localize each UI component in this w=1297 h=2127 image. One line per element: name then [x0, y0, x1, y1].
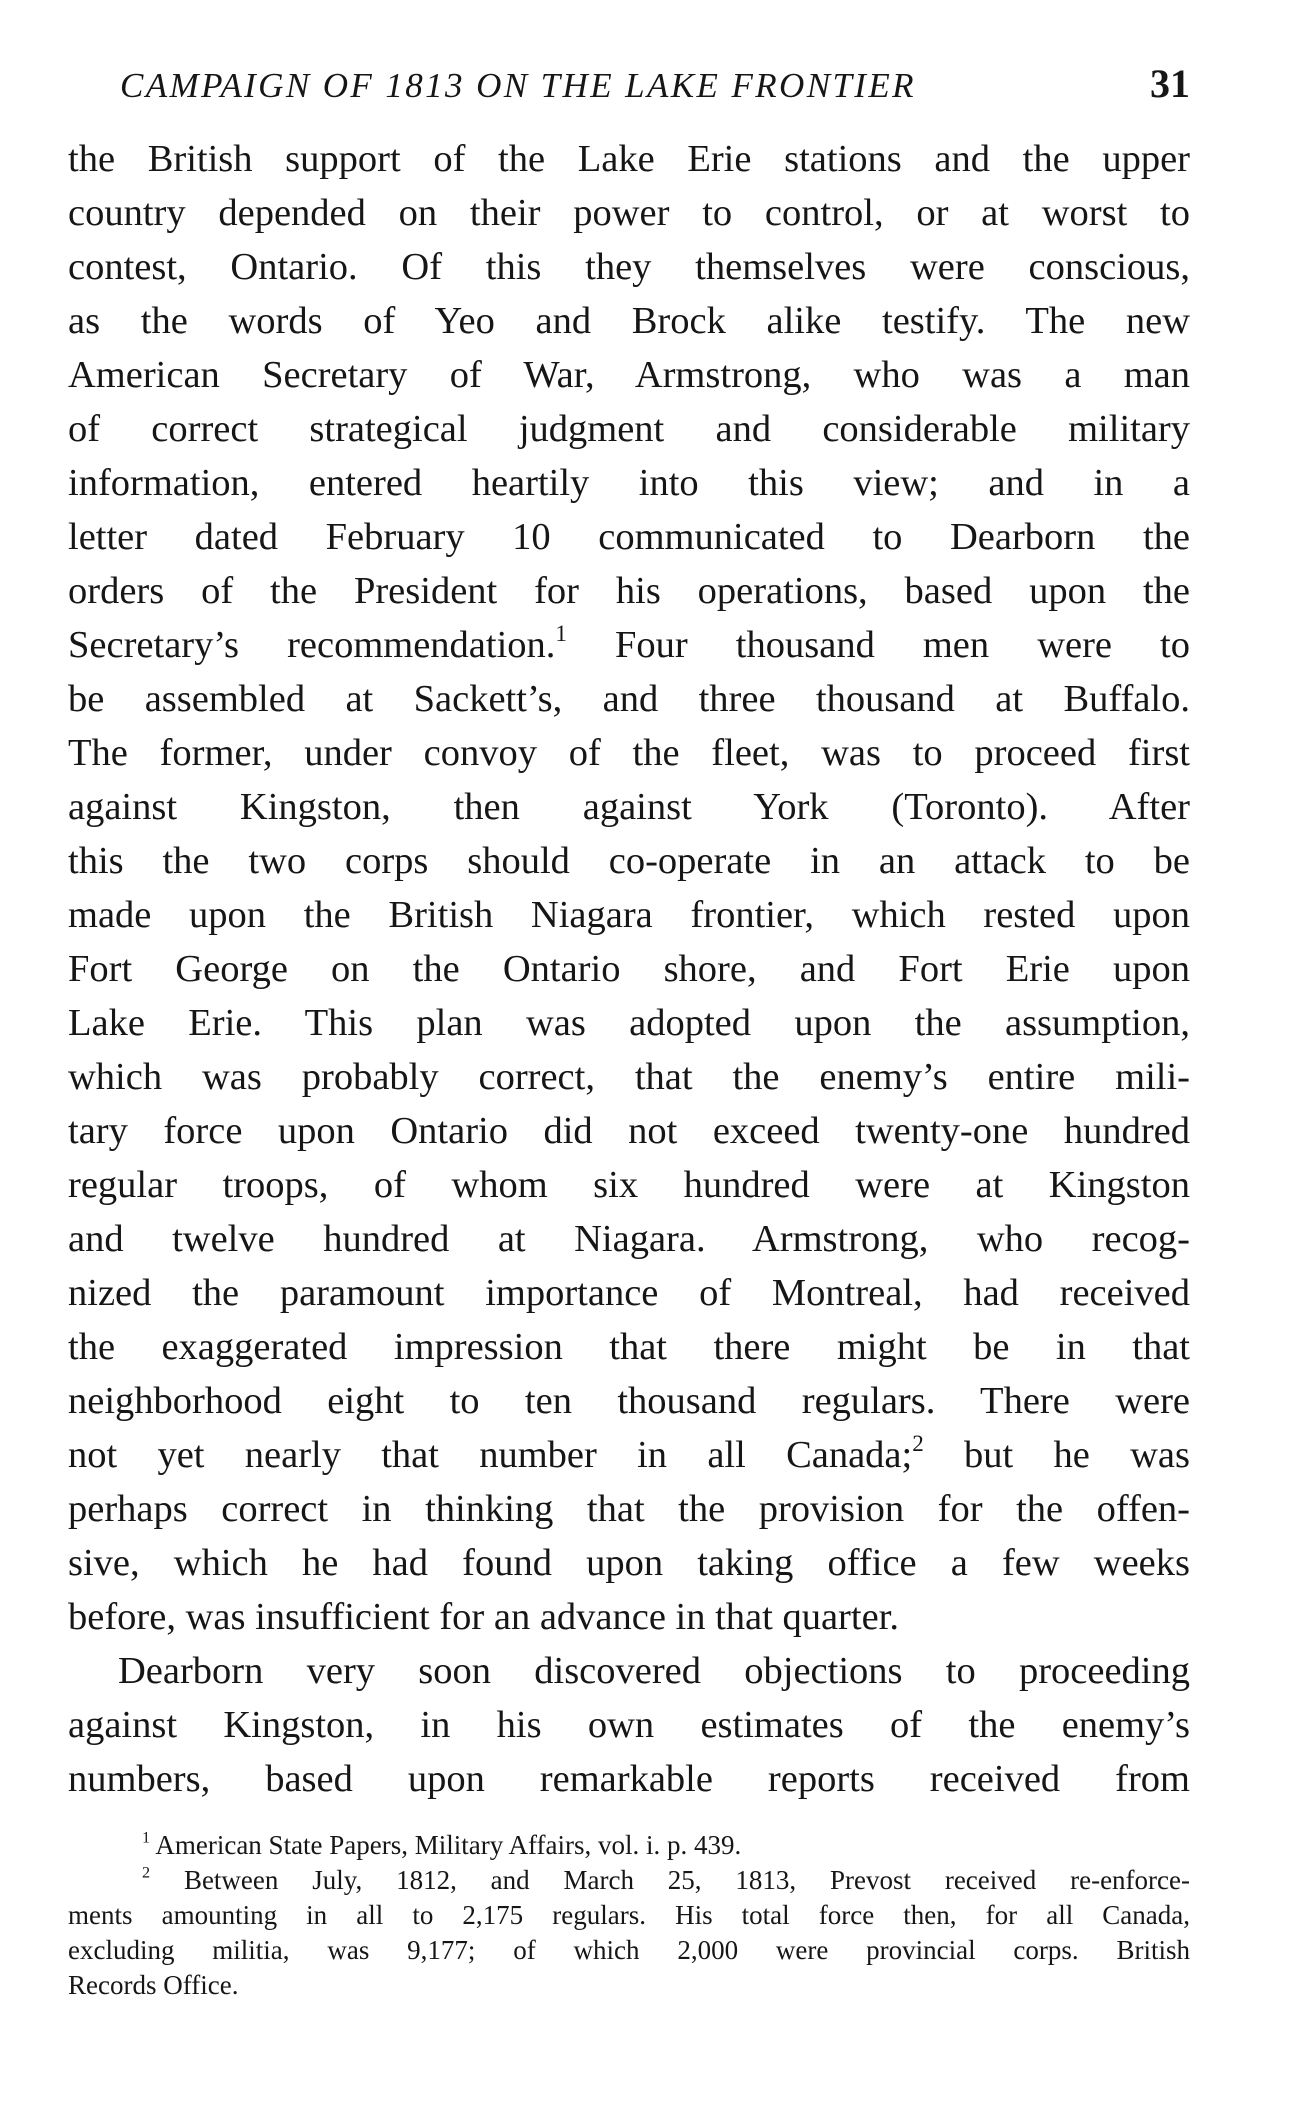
text-line: orders of the President for his operations, based upon the — [68, 570, 1190, 612]
footnote-2-line: ments amounting in all to 2,175 regulars. His total force then, for all Canada, — [68, 1900, 1190, 1930]
text-line: and twelve hundred at Niagara. Armstrong, who recog- — [68, 1218, 1190, 1260]
footnote-marker-1: 1 — [142, 1828, 151, 1847]
text-line: information, entered heartily into this view; and in a — [68, 462, 1190, 504]
text-line: The former, under convoy of the fleet, was to proceed first — [68, 732, 1190, 774]
text-line: American Secretary of War, Armstrong, who was a man — [68, 354, 1190, 396]
footnote-ref-2: 2 — [912, 1429, 924, 1456]
page-number: 31 — [1150, 61, 1190, 106]
text-segment: but he was — [964, 1434, 1190, 1476]
text-line: made upon the British Niagara frontier, which rested upon — [68, 894, 1190, 936]
text-line: contest, Ontario. Of this they themselves were conscious, — [68, 246, 1190, 288]
footnote-1-text: American State Papers, Military Affairs, vol. i. p. 439. — [155, 1830, 742, 1860]
text-segment: not yet nearly that number in all Canada; — [68, 1434, 913, 1476]
text-line: letter dated February 10 communicated to Dearborn the — [68, 516, 1190, 558]
text-line: the British support of the Lake Erie stations and the upper — [68, 138, 1190, 180]
body-text — [68, 132, 1190, 1806]
text-line-with-footnote-ref — [68, 618, 1190, 672]
footnote-2 — [68, 1863, 1190, 1898]
text-line: sive, which he had found upon taking office a few weeks — [68, 1542, 1190, 1584]
text-line: perhaps correct in thinking that the provision for the offen- — [68, 1488, 1190, 1530]
text-segment: Secretary’s recommendation. — [68, 624, 556, 666]
footnote-2-line: excluding militia, was 9,177; of which 2,000 were provincial corps. British — [68, 1935, 1190, 1965]
text-segment: Four thousand men were to — [615, 624, 1190, 666]
text-line: the exaggerated impression that there might be in that — [68, 1326, 1190, 1368]
text-line: tary force upon Ontario did not exceed twenty-one hundred — [68, 1110, 1190, 1152]
text-line: as the words of Yeo and Brock alike testify. The new — [68, 300, 1190, 342]
text-line: Lake Erie. This plan was adopted upon the assumption, — [68, 1002, 1190, 1044]
text-line: country depended on their power to control, or at worst to — [68, 192, 1190, 234]
footnote-1 — [68, 1828, 1190, 1863]
running-title: CAMPAIGN OF 1813 ON THE LAKE FRONTIER — [120, 66, 916, 105]
text-line-with-footnote-ref — [68, 1428, 1190, 1482]
text-line: of correct strategical judgment and considerable military — [68, 408, 1190, 450]
footnotes — [68, 1828, 1190, 2003]
book-page — [68, 60, 1190, 2003]
footnote-ref-1: 1 — [555, 619, 567, 646]
text-line: regular troops, of whom six hundred were at Kingston — [68, 1164, 1190, 1206]
text-line: this the two corps should co-operate in an attack to be — [68, 840, 1190, 882]
running-head — [68, 60, 1190, 132]
text-line: before, was insufficient for an advance in that quarter. — [68, 1596, 899, 1638]
footnote-2-text: Between July, 1812, and March 25, 1813, Prevost received re-enforce- — [183, 1865, 1190, 1895]
footnote-marker-2: 2 — [142, 1863, 151, 1882]
paragraph-start-line: Dearborn very soon discovered objections to proceeding — [118, 1650, 1190, 1692]
text-line: numbers, based upon remarkable reports received from — [68, 1758, 1190, 1800]
text-line: against Kingston, then against York (Toronto). After — [68, 786, 1190, 828]
text-line: which was probably correct, that the enemy’s entire mili- — [68, 1056, 1190, 1098]
text-line: neighborhood eight to ten thousand regulars. There were — [68, 1380, 1190, 1422]
footnote-2-line: Records Office. — [68, 1970, 239, 2000]
text-line: against Kingston, in his own estimates of the enemy’s — [68, 1704, 1190, 1746]
text-line: Fort George on the Ontario shore, and Fort Erie upon — [68, 948, 1190, 990]
text-line: be assembled at Sackett’s, and three thousand at Buffalo. — [68, 678, 1190, 720]
text-line: nized the paramount importance of Montreal, had received — [68, 1272, 1190, 1314]
